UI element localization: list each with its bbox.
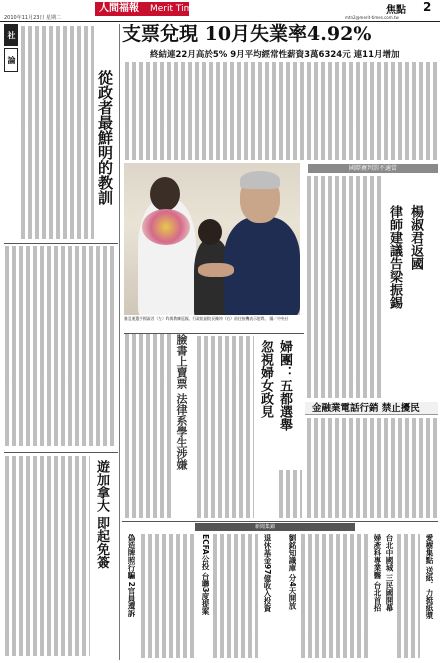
photo-person-middle-head [198, 219, 222, 245]
photo-person-right-hair [240, 171, 280, 189]
photo-flower-garland [142, 209, 190, 245]
fraud-story-title: 金融業電話行銷 禁止擾民 [312, 403, 420, 414]
editorial-tag: 社 [4, 24, 18, 46]
editorial-body [20, 26, 94, 239]
column-rule [119, 24, 120, 660]
news-photo [124, 163, 300, 315]
brief-title: 偽造牌照行騙 2官員遭訴 [127, 534, 136, 617]
photo-caption: 雅亞運選手楊淑君（左）昨與教練返國，行政院副院長陳冲（右）前往接機表示慰問。 圖／中央社 [124, 316, 289, 321]
exam-story-body [124, 334, 172, 518]
photo-person-left-head [150, 177, 180, 211]
editorial-body-cont [4, 246, 116, 446]
brief-body [140, 534, 196, 658]
brief-title: ECFA公投 台聯3度提案 [201, 534, 210, 616]
feature-subtitle: 律師建議告梁振錫 [387, 205, 402, 309]
section-label: 焦點 [386, 5, 406, 16]
brief-title: 台北中國城 三民國開幕 [385, 534, 394, 612]
canada-story-title: 遊加拿大 即起免簽 [94, 460, 109, 569]
photo-handshake [198, 263, 234, 277]
women-story-title: 婦團：五都選舉 [277, 340, 292, 431]
divider [4, 452, 118, 453]
news-briefs-bar: 新聞集錦 [195, 523, 355, 531]
brief-title: 愛樹集點 送紙．力挺紙漿 [425, 534, 434, 620]
women-story-subtitle: 忽視婦女政見 [258, 340, 273, 418]
issue-date: 2010年11月23日 星期二 [4, 15, 62, 21]
women-story-body-cont [278, 470, 302, 518]
feature-title: 楊淑君返國 [408, 205, 423, 270]
divider [4, 243, 118, 244]
exam-story-title: 臉書上賣票 法律系學生涉嫌 [175, 334, 188, 470]
women-story-body [196, 336, 254, 518]
newspaper-logo: 人間福報 [95, 2, 189, 16]
brief-body [396, 534, 420, 658]
main-subheadline: 終結連22月高於5% 9月平均經常性薪資3萬6324元 連11月增加 [150, 50, 400, 60]
page-number: 2 [423, 0, 432, 14]
divider [122, 521, 438, 522]
editorial-tag-secondary: 論 [4, 48, 18, 72]
newspaper-logo-en: Merit Times [150, 4, 203, 14]
photo-person-right [224, 217, 300, 315]
canada-story-body [4, 456, 90, 656]
feature-body [306, 176, 382, 398]
brief-title: 劉銘知識庫 分4天開放 [288, 534, 297, 610]
brief-body [300, 534, 368, 658]
fraud-story-body [306, 418, 438, 518]
brief-title: 婦產科專業醫 台北首招 [373, 534, 382, 612]
main-headline: 支票兌現 10月失業率4.92% [122, 23, 372, 45]
main-story-body [124, 62, 438, 160]
feature-banner: 國際賽判罰不適當 [308, 164, 438, 173]
editorial-title: 從政者最鮮明的教訓 [96, 70, 114, 205]
contact-email: mtn2@merit-times.com.tw [345, 15, 399, 20]
brief-title: 退休基金97億收入投資 [263, 534, 272, 612]
brief-body [212, 534, 258, 658]
masthead [0, 0, 440, 22]
